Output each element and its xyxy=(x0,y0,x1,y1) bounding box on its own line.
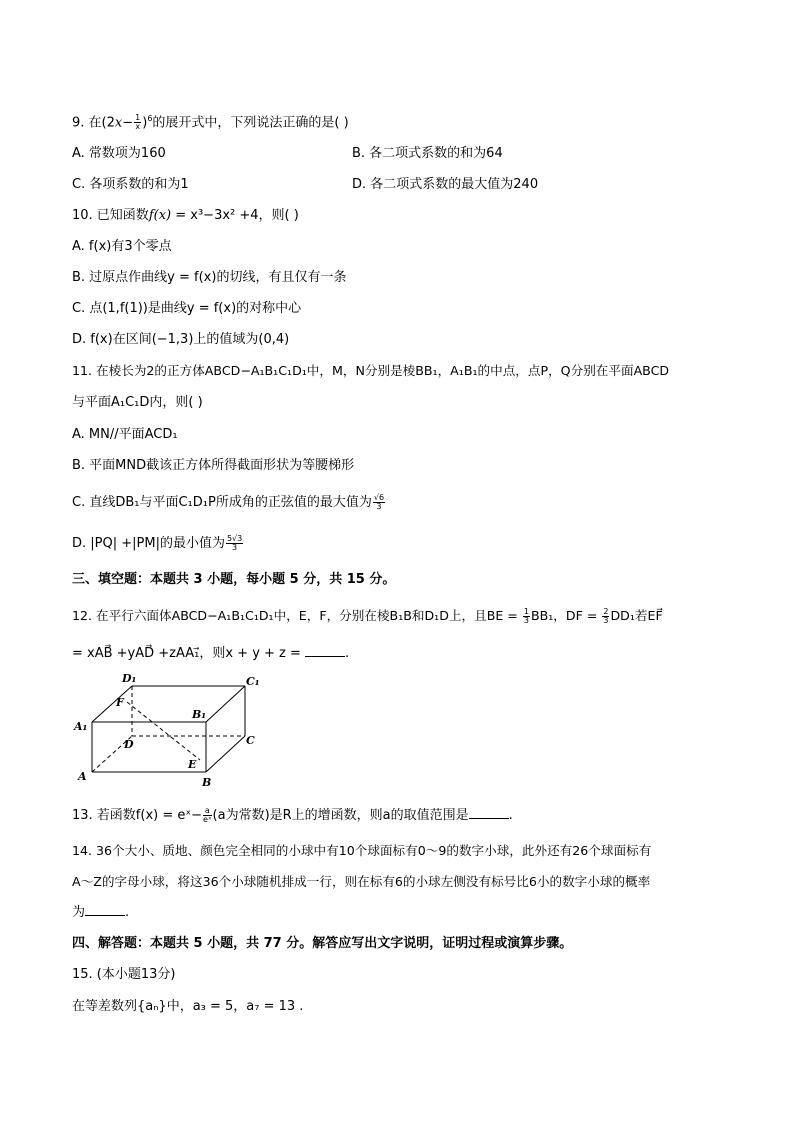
edge-a1-d1 xyxy=(92,686,132,722)
q10-option-d: D. f(x)在区间(−1,3)上的值域为(0,4) xyxy=(72,332,290,347)
q14-answer-blank xyxy=(85,905,125,916)
label-c1: C₁ xyxy=(246,675,260,688)
q9-minus: − xyxy=(122,115,134,131)
q9-exponent: 6 xyxy=(147,114,153,123)
q13-answer-blank xyxy=(469,808,509,819)
q9-option-a: A. 常数项为160 xyxy=(72,146,166,161)
q12-stem-line1: 12. 在平行六面体ABCD−A₁B₁C₁D₁中，E，F，分别在棱B₁B和D₁D上，且BE = $\frac{1}{3}$ BB₁，DF = $\frac{2}{3}$ DD₁若EF⃗ xyxy=(72,607,663,625)
q11-d-fraction: $\frac{5√3}{3}$ xyxy=(226,534,243,552)
q11-stem-line1: 11. 在棱长为2的正方体ABCD−A₁B₁C₁D₁中，M，N分别是棱BB₁，A₁B₁的中点，点P，Q分别在平面ABCD xyxy=(72,363,670,378)
q13-fraction: $\frac{a}{\text{eˣ}}$ xyxy=(203,806,212,824)
segment-f-e-hidden xyxy=(127,702,200,760)
label-b1: B₁ xyxy=(192,708,207,721)
label-f: F xyxy=(116,696,124,709)
label-d1: D₁ xyxy=(122,672,137,685)
q11-option-c: C. 直线DB₁与平面C₁D₁P所成角的正弦值的最大值为 $\frac{√6}{3}$ xyxy=(72,493,385,511)
q9-option-c: C. 各项系数的和为1 xyxy=(72,177,189,192)
label-a1: A₁ xyxy=(74,720,88,733)
q11-stem-line2: 与平面A₁C₁D内，则( ) xyxy=(72,395,203,410)
label-a: A xyxy=(78,770,87,783)
q12-answer-blank xyxy=(305,646,345,657)
q10-option-b: B. 过原点作曲线y = f(x)的切线，有且仅有一条 xyxy=(72,270,347,285)
label-d: D xyxy=(124,738,134,751)
q11-c-fraction: $\frac{√6}{3}$ xyxy=(373,493,385,511)
q14-stem-line2: A～Z的字母小球，将这36个小球随机排成一行，则在标有6的小球左侧没有标号比6小的数字小球的概率 xyxy=(72,874,651,889)
q9-prefix: 9. 在(2 xyxy=(72,115,115,131)
label-b: B xyxy=(202,776,212,789)
q9-option-d: D. 各二项式系数的最大值为240 xyxy=(352,177,539,192)
q12-stem-line2: = xAB⃗ +yAD⃗ +zAA₁⃗，则x + y + z = . xyxy=(72,646,350,661)
q9-suffix: 的展开式中，下列说法正确的是( ) xyxy=(152,115,349,131)
q14-stem-line1: 14. 36个大小、质地、颜色完全相同的小球中有10个球面标有0～9的数字小球，此外还有26个球面标有 xyxy=(72,843,652,858)
q13-stem: 13. 若函数f(x) = eˣ− $\frac{a}{\text{eˣ}}$ (a为常数)是R上的增函数，则a的取值范围是 . xyxy=(72,806,513,824)
q9-option-b: B. 各二项式系数的和为64 xyxy=(352,146,503,161)
label-c: C xyxy=(246,734,255,747)
parallelepiped-figure xyxy=(70,672,270,792)
q10-option-c: C. 点(1,f(1))是曲线y = f(x)的对称中心 xyxy=(72,301,302,316)
q11-option-a: A. MN//平面ACD₁ xyxy=(72,427,178,442)
q15-stem: 在等差数列{aₙ}中，a₃ = 5，a₇ = 13 . xyxy=(72,999,304,1014)
q11-option-d: D. |PQ| +|PM|的最小值为 $\frac{5√3}{3}$ xyxy=(72,534,243,552)
q9-var: x xyxy=(114,115,123,131)
edge-b1-c1 xyxy=(206,686,245,722)
q14-stem-line3: 为 . xyxy=(72,905,130,920)
edge-b-c xyxy=(206,736,245,772)
section-3-heading: 三、填空题：本题共 3 小题，每小题 5 分，共 15 分。 xyxy=(72,572,396,587)
label-e: E xyxy=(188,758,197,771)
q10-stem: 10. 已知函数f(x) = x³−3x² +4，则( ) xyxy=(72,208,299,223)
q15-title: 15. (本小题13分) xyxy=(72,967,176,982)
q9-stem: 9. 在(2x− $\frac{1}{x}$ )$^6$的展开式中，下列说法正确的是( ) xyxy=(72,113,349,132)
q10-option-a: A. f(x)有3个零点 xyxy=(72,239,172,254)
section-4-heading: 四、解答题：本题共 5 小题，共 77 分。解答应写出文字说明，证明过程或演算步骤。 xyxy=(72,936,573,951)
q11-option-b: B. 平面MND截该正方体所得截面形状为等腰梯形 xyxy=(72,458,355,473)
q9-fraction: $\frac{1}{x}$ xyxy=(135,113,141,132)
